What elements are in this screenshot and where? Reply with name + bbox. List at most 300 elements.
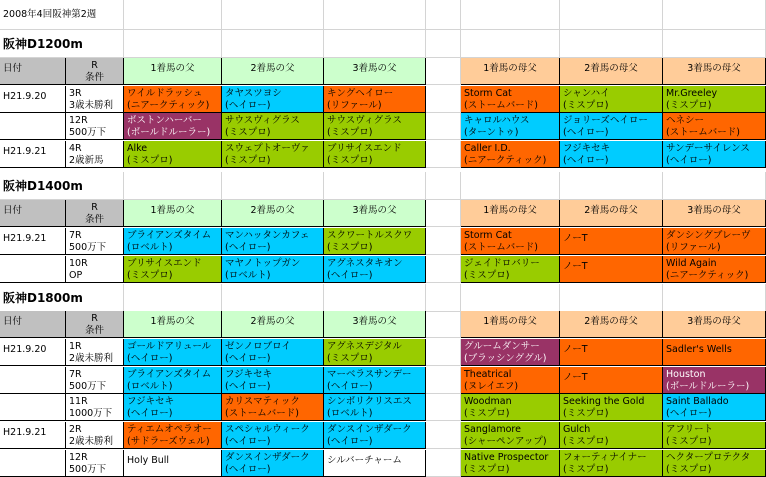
sire-name: ダンスインザダーク [327,424,412,435]
header-race-cond[interactable] [66,200,124,227]
sire-cell[interactable] [222,228,324,255]
damsire-name: シャンハイ [563,88,610,99]
race-date[interactable] [0,113,66,140]
sire-line: (ストームバード) [225,408,299,419]
damsire-cell[interactable] [663,339,766,366]
race-class-label: 2歳新馬 [69,155,104,166]
damsire-line: (ミスプロ) [666,100,712,111]
sire-line: (サドラーズウェル) [127,436,210,447]
empty-cell[interactable] [222,30,324,58]
sire-line: (ミスプロ) [127,270,173,281]
header-date-label: 日付 [3,316,23,327]
race-date[interactable] [0,450,66,477]
race-number[interactable] [66,367,124,394]
sire-line: (ミスプロ) [327,353,373,364]
header-sire-2[interactable] [222,58,324,85]
empty-cell[interactable] [222,0,324,30]
damsire-line: (ミスプロ) [563,436,609,447]
sire-name: フジキセキ [225,369,273,380]
header-race-cond[interactable] [66,58,124,85]
empty-cell[interactable] [560,30,663,58]
race-number[interactable] [66,113,124,140]
sire-line: (ボールドルーラー) [127,127,211,138]
sire-line: (ヘイロー) [225,436,271,447]
sire-line: (ヘイロー) [327,436,373,447]
race-class-label: 2歳未勝利 [69,353,114,364]
header-sire-1[interactable] [124,311,222,338]
sire-name: スウェプトオーヴァ [225,143,310,154]
damsire-cell[interactable] [560,394,663,421]
race-number-label: 12R [69,115,88,126]
sire-line: (ミスプロ) [127,155,173,166]
sire-name: サウスヴィグラス [225,115,300,126]
race-number-label: 10R [69,258,88,269]
damsire-name: サンデーサイレンス [666,143,750,154]
spacer-cell[interactable] [426,394,461,421]
sire-line: (ミスプロ) [225,127,271,138]
header-sire-1[interactable] [124,200,222,227]
empty-cell[interactable] [426,172,461,200]
damsire-line: (ヘイロー) [563,155,609,166]
section-title: 阪神D1400m [3,179,83,193]
damsire-name: ノーT [563,233,588,244]
sire-line: (リファール) [327,100,382,111]
damsire-line: (リファール) [666,242,721,253]
header-date-label: 日付 [3,205,23,216]
empty-cell[interactable] [222,284,324,312]
spacer-cell[interactable] [426,367,461,394]
damsire-cell[interactable] [560,367,663,394]
sire-cell[interactable] [324,450,426,477]
sire-name: ゼンノロブロイ [225,341,291,352]
damsire-cell[interactable] [663,394,766,421]
race-class-label: 500万下 [69,242,107,253]
damsire-name: ダンシングブレーヴ [666,230,751,241]
spacer-cell[interactable] [426,311,461,338]
damsire-line: (ミスプロ) [464,270,510,281]
sire-name: ティエムオペラオー [127,424,212,435]
sire-name: ダンスインザダーク [225,452,310,463]
empty-cell[interactable] [663,0,766,30]
sire-name: サウスヴィグラス [327,115,402,126]
damsire-name: Gulch [563,424,591,435]
empty-cell[interactable] [426,0,461,30]
race-class-label: 3歳未勝利 [69,100,114,111]
header-damsire-label: 2着馬の母父 [584,63,638,74]
race-class-label: 500万下 [69,464,107,475]
race-date-label: H21.9.20 [3,91,47,102]
damsire-name: アフリート [666,424,714,435]
damsire-cell[interactable] [461,394,560,421]
damsire-cell[interactable] [663,422,766,449]
empty-cell[interactable] [222,172,324,200]
damsire-line: (ニアークティック) [666,270,749,281]
spacer-cell[interactable] [426,256,461,283]
damsire-cell[interactable] [663,256,766,283]
section-title-cell[interactable] [0,30,124,58]
empty-cell[interactable] [124,284,222,312]
empty-cell[interactable] [663,30,766,58]
damsire-line: (ヘイロー) [666,155,712,166]
header-damsire-label: 2着馬の母父 [584,205,638,216]
damsire-name: Storm Cat [464,88,512,99]
damsire-cell[interactable] [663,86,766,113]
empty-cell[interactable] [560,172,663,200]
race-class-label: OP [69,270,83,281]
header-damsire-3[interactable] [663,58,766,85]
damsire-line: (ミスプロ) [464,408,510,419]
header-damsire-label: 3着馬の母父 [687,316,741,327]
sire-name: マヤノトップガン [225,258,301,269]
damsire-cell[interactable] [461,113,560,140]
race-number[interactable] [66,228,124,255]
header-sire-label: 3着馬の父 [352,205,397,216]
header-cond-label: 条件 [84,325,104,336]
empty-cell[interactable] [560,0,663,30]
sire-cell[interactable] [324,367,426,394]
race-number[interactable] [66,394,124,421]
damsire-cell[interactable] [663,141,766,168]
header-damsire-label: 1着馬の母父 [483,316,537,327]
damsire-name: Native Prospector [464,452,549,463]
header-date[interactable] [0,58,66,85]
sire-cell[interactable] [124,394,222,421]
sire-cell[interactable] [124,450,222,477]
damsire-name: Wild Again [666,258,717,269]
header-sire-1[interactable] [124,58,222,85]
sire-name: ブライアンズタイム [127,230,212,241]
empty-cell[interactable] [461,0,560,30]
race-date[interactable] [0,228,66,255]
header-damsire-2[interactable] [560,311,663,338]
damsire-name: ノーT [563,372,588,383]
race-number-label: 12R [69,452,88,463]
race-number[interactable] [66,422,124,449]
sire-cell[interactable] [222,367,324,394]
header-date-label: 日付 [3,63,23,74]
sire-name: アグネスタキオン [327,258,403,269]
header-damsire-label: 2着馬の母父 [584,316,638,327]
sire-line: (ロベルト) [327,408,373,419]
sire-name: アグネスデジタル [327,341,402,352]
empty-cell[interactable] [426,284,461,312]
sire-line: (ロベルト) [127,381,173,392]
sire-cell[interactable] [124,422,222,449]
sire-cell[interactable] [222,86,324,113]
sire-name: ゴールドアリュール [127,341,212,352]
header-damsire-1[interactable] [461,58,560,85]
damsire-name: ヘネシー [666,115,705,126]
damsire-cell[interactable] [560,228,663,255]
damsire-line: (ストームバード) [464,242,538,253]
damsire-line: (ミスプロ) [666,436,712,447]
empty-cell[interactable] [124,30,222,58]
header-sire-3[interactable] [324,311,426,338]
header-damsire-3[interactable] [663,311,766,338]
empty-cell[interactable] [324,0,426,30]
sire-cell[interactable] [324,113,426,140]
header-race-label: R [91,313,98,324]
empty-cell[interactable] [324,30,426,58]
header-sire-2[interactable] [222,311,324,338]
header-sire-label: 3着馬の父 [352,63,397,74]
sire-name: シンボリクリスエス [327,396,412,407]
header-cond-label: 条件 [84,214,104,225]
sire-line: (ヘイロー) [225,100,271,111]
race-number[interactable] [66,339,124,366]
empty-cell[interactable] [324,172,426,200]
race-date[interactable] [0,339,66,366]
section-title: 阪神D1800m [3,291,83,305]
spacer-cell[interactable] [426,228,461,255]
sire-name: ブリサイスエンド [127,258,202,269]
sheet-title-cell[interactable] [0,0,124,30]
sire-cell[interactable] [222,422,324,449]
sire-name: カリスマティック [225,396,300,407]
header-damsire-label: 1着馬の母父 [483,63,537,74]
sire-line: (ヘイロー) [327,381,373,392]
damsire-cell[interactable] [461,339,560,366]
race-class-label: 2歳未勝利 [69,436,114,447]
header-damsire-label: 1着馬の母父 [483,205,537,216]
damsire-cell[interactable] [560,339,663,366]
race-number[interactable] [66,86,124,113]
sire-line: (ヘイロー) [327,270,373,281]
header-date[interactable] [0,200,66,227]
damsire-line: (ヘイロー) [563,127,609,138]
sire-name: Holy Bull [127,455,170,466]
sire-cell[interactable] [222,450,324,477]
sire-name: スクワートルスクワ [327,230,413,241]
sire-name: スペシャルウィーク [225,424,310,435]
damsire-cell[interactable] [560,113,663,140]
damsire-name: Houston [666,369,706,380]
damsire-name: Sadler's Wells [666,344,732,355]
empty-cell[interactable] [124,172,222,200]
damsire-line: (ヌレイエフ) [464,381,519,392]
sire-cell[interactable] [222,141,324,168]
race-class-label: 500万下 [69,381,107,392]
empty-cell[interactable] [461,284,560,312]
sire-name: ブライアンズタイム [127,369,212,380]
sire-line: (ロベルト) [127,242,173,253]
damsire-cell[interactable] [461,256,560,283]
race-number[interactable] [66,256,124,283]
header-damsire-1[interactable] [461,311,560,338]
damsire-name: ノーT [563,344,588,355]
sire-cell[interactable] [222,113,324,140]
empty-cell[interactable] [663,284,766,312]
header-damsire-3[interactable] [663,200,766,227]
sire-cell[interactable] [124,339,222,366]
section-title-cell[interactable] [0,172,124,200]
spacer-cell[interactable] [426,422,461,449]
damsire-cell[interactable] [560,422,663,449]
damsire-name: Sanglamore [464,424,521,435]
race-number-label: 3R [69,88,82,99]
sire-name: キングヘイロー [327,88,394,99]
header-race-label: R [91,60,98,71]
race-date-label: H21.9.21 [3,146,47,157]
header-sire-label: 3着馬の父 [352,316,397,327]
damsire-cell[interactable] [560,141,663,168]
empty-cell[interactable] [461,172,560,200]
sire-name: マーベラスサンデー [327,369,412,380]
damsire-name: Storm Cat [464,230,512,241]
damsire-name: Caller I.D. [464,143,511,154]
sire-cell[interactable] [222,256,324,283]
header-damsire-2[interactable] [560,200,663,227]
sire-line: (ニアークティック) [127,100,210,111]
sire-cell[interactable] [124,113,222,140]
sire-name: ボストンハーバー [127,115,202,126]
damsire-line: (ボールドルーラー) [666,381,750,392]
sire-cell[interactable] [324,422,426,449]
spacer-cell[interactable] [426,200,461,227]
damsire-line: (ミスプロ) [666,464,712,475]
race-date[interactable] [0,256,66,283]
damsire-line: (ミスプロ) [464,464,510,475]
sire-cell[interactable] [124,367,222,394]
damsire-cell[interactable] [461,86,560,113]
damsire-line: (ヘイロー) [666,408,712,419]
race-date[interactable] [0,86,66,113]
sire-name: フジキセキ [127,396,175,407]
header-sire-label: 2着馬の父 [250,63,295,74]
sire-name: マンハッタンカフェ [225,230,310,241]
header-sire-3[interactable] [324,200,426,227]
spacer-cell[interactable] [426,339,461,366]
header-damsire-label: 3着馬の母父 [687,63,741,74]
damsire-name: ヘクタープロテクタ [666,452,751,463]
empty-cell[interactable] [560,284,663,312]
sire-cell[interactable] [324,86,426,113]
sire-line: (ミスプロ) [225,155,271,166]
sire-cell[interactable] [324,141,426,168]
damsire-cell[interactable] [461,422,560,449]
race-number[interactable] [66,450,124,477]
sire-cell[interactable] [124,228,222,255]
header-damsire-label: 3着馬の母父 [687,205,741,216]
race-date[interactable] [0,394,66,421]
header-sire-3[interactable] [324,58,426,85]
damsire-cell[interactable] [560,256,663,283]
header-race-label: R [91,202,98,213]
damsire-name: ジェイドロバリー [464,258,540,269]
spacer-cell[interactable] [426,141,461,168]
header-damsire-2[interactable] [560,58,663,85]
damsire-name: ノーT [563,261,588,272]
sire-cell[interactable] [124,86,222,113]
sire-cell[interactable] [324,394,426,421]
damsire-cell[interactable] [663,113,766,140]
spacer-cell[interactable] [426,450,461,477]
sire-name: Alke [127,143,148,154]
damsire-name: Mr.Greeley [666,88,718,99]
race-number-label: 2R [69,424,82,435]
sire-line: (ヘイロー) [127,408,173,419]
damsire-cell[interactable] [663,367,766,394]
spacer-cell[interactable] [426,58,461,85]
damsire-cell[interactable] [461,367,560,394]
sire-name: シルバーチャーム [327,455,402,466]
race-date-label: H21.9.21 [3,427,47,438]
sire-line: (ロベルト) [225,270,271,281]
sire-name: ワイルドラッシュ [127,88,203,99]
sire-line: (ヘイロー) [225,381,271,392]
race-number-label: 7R [69,369,82,380]
race-class-label: 500万下 [69,127,107,138]
damsire-name: ジョリーズヘイロー [563,115,648,126]
damsire-line: (ストームバード) [464,100,538,111]
spacer-cell[interactable] [426,113,461,140]
race-number[interactable] [66,141,124,168]
sire-line: (ヘイロー) [225,353,271,364]
sire-cell[interactable] [324,228,426,255]
race-date-label: H21.9.20 [3,344,47,355]
section-title-cell[interactable] [0,284,124,312]
sire-line: (ヘイロー) [225,242,271,253]
sire-line: (ミスプロ) [327,127,373,138]
damsire-cell[interactable] [461,450,560,477]
damsire-line: (シャーペンアップ) [464,436,547,447]
empty-cell[interactable] [124,0,222,30]
damsire-cell[interactable] [461,141,560,168]
damsire-name: フジキセキ [563,143,611,154]
sire-cell[interactable] [222,339,324,366]
header-damsire-1[interactable] [461,200,560,227]
header-sire-label: 1着馬の父 [150,205,195,216]
damsire-cell[interactable] [663,450,766,477]
header-sire-2[interactable] [222,200,324,227]
empty-cell[interactable] [663,172,766,200]
damsire-name: Woodman [464,396,512,407]
damsire-cell[interactable] [560,86,663,113]
spacer-cell[interactable] [426,86,461,113]
sire-line: (ミスプロ) [327,242,373,253]
damsire-name: フォーティナイナー [563,452,647,463]
race-date[interactable] [0,141,66,168]
damsire-cell[interactable] [560,450,663,477]
sire-cell[interactable] [324,256,426,283]
race-number-label: 1R [69,341,82,352]
race-date[interactable] [0,367,66,394]
damsire-cell[interactable] [461,228,560,255]
race-number-label: 11R [69,396,88,407]
race-date[interactable] [0,422,66,449]
race-number-label: 7R [69,230,82,241]
empty-cell[interactable] [461,30,560,58]
header-cond-label: 条件 [84,72,104,83]
damsire-line: (ターントゥ) [464,127,519,138]
sire-cell[interactable] [324,339,426,366]
header-date[interactable] [0,311,66,338]
sire-cell[interactable] [124,256,222,283]
damsire-name: Theatrical [464,369,512,380]
empty-cell[interactable] [426,30,461,58]
sire-cell[interactable] [222,394,324,421]
sheet-title: 2008年4回阪神第2週 [3,9,97,20]
sire-cell[interactable] [124,141,222,168]
race-number-label: 4R [69,143,82,154]
header-race-cond[interactable] [66,311,124,338]
empty-cell[interactable] [324,284,426,312]
damsire-cell[interactable] [663,228,766,255]
damsire-line: (ミスプロ) [563,408,609,419]
damsire-name: Saint Ballado [666,396,729,407]
race-class-label: 1000万下 [69,408,113,419]
damsire-line: (ブラッシンググル) [464,353,547,364]
